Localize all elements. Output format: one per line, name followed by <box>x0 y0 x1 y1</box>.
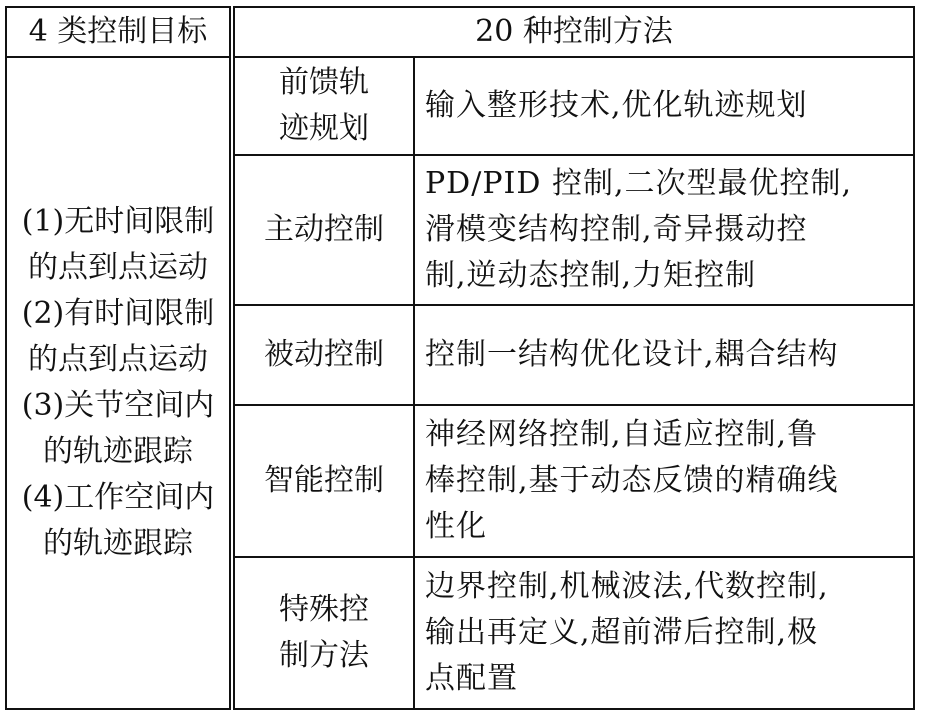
target-line: (1)无时间限制 <box>21 204 215 239</box>
method-line: 边界控制,机械波法,代数控制, <box>425 569 829 604</box>
target-line: 的轨迹跟踪 <box>43 526 193 561</box>
target-line: 的点到点运动 <box>28 342 208 377</box>
method-line: 点配置 <box>425 661 518 696</box>
table-row <box>6 57 914 155</box>
category-cell <box>232 405 414 557</box>
method-line: 滑模变结构控制,奇异摄动控 <box>425 212 808 247</box>
target-line: (4)工作空间内 <box>21 480 215 515</box>
method-line: 神经网络控制,自适应控制,鲁 <box>425 417 819 452</box>
method-line: 棒控制,基于动态反馈的精确线 <box>425 463 839 498</box>
method-line: PD/PID 控制,二次型最优控制, <box>425 166 853 201</box>
method-line: 控制一结构优化设计,耦合结构 <box>425 337 839 372</box>
method-line: 制,逆动态控制,力矩控制 <box>425 258 757 293</box>
control-methods-table <box>5 6 915 710</box>
methods-cell <box>414 405 914 557</box>
methods-cell <box>414 57 914 155</box>
target-line: 的点到点运动 <box>28 250 208 285</box>
method-line: 输出再定义,超前滞后控制,极 <box>425 615 819 650</box>
targets-cell <box>6 57 232 709</box>
methods-cell <box>414 305 914 405</box>
category-line: 迹规划 <box>279 111 369 146</box>
header-targets: 4 类控制目标 <box>6 7 232 57</box>
control-methods-table-frame <box>5 6 913 706</box>
target-line: 的轨迹跟踪 <box>43 434 193 469</box>
target-line: (2)有时间限制 <box>21 296 215 331</box>
category-cell <box>232 155 414 305</box>
category-cell <box>232 305 414 405</box>
header-methods: 20 种控制方法 <box>232 7 914 57</box>
category-cell <box>232 557 414 709</box>
category-line: 主动控制 <box>264 212 384 247</box>
methods-cell <box>414 155 914 305</box>
header-row <box>6 7 914 57</box>
category-line: 特殊控 <box>279 592 369 627</box>
category-line: 制方法 <box>279 638 369 673</box>
category-line: 智能控制 <box>264 463 384 498</box>
category-line: 前馈轨 <box>279 65 369 100</box>
methods-cell <box>414 557 914 709</box>
target-line: (3)关节空间内 <box>21 388 215 423</box>
method-line: 输入整形技术,优化轨迹规划 <box>425 88 808 123</box>
method-line: 性化 <box>425 509 487 544</box>
category-line: 被动控制 <box>264 337 384 372</box>
category-cell <box>232 57 414 155</box>
